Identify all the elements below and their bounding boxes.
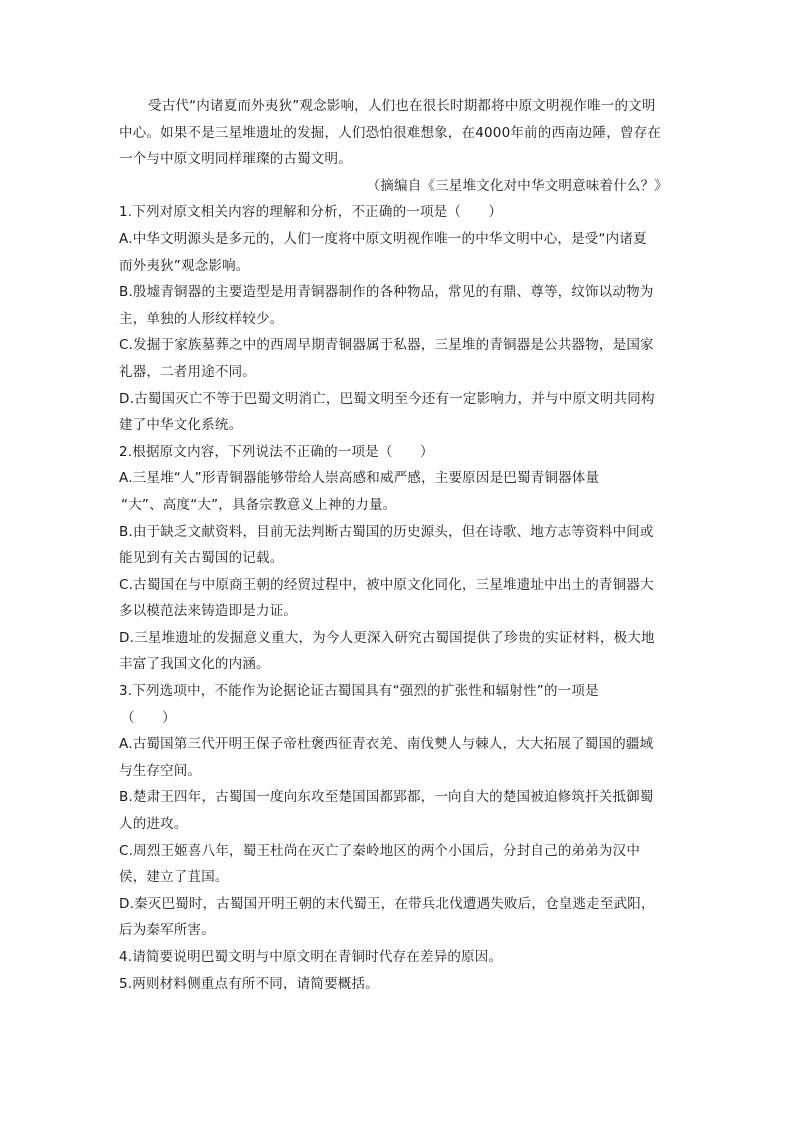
option-b-line: B.由于缺乏文献资料，目前无法判断古蜀国的历史源头，但在诗歌、地方志等资料中间或 [119,523,654,540]
option-b-line: B.楚肃王四年，古蜀国一度向东攻至楚国国都郢都，一向自大的楚国被迫修筑扞关抵御蜀 [119,789,654,806]
option-c-line: C.古蜀国在与中原商王朝的经贸过程中，被中原文化同化，三星堆遗址中出土的青铜器大 [119,576,654,593]
passage [119,93,674,199]
option-a-line: A.中华文明源头是多元的，人们一度将中原文明视作唯一的中华文明中心，是受“内诸夏 [119,230,647,247]
option-d-line: 后为秦军所害。 [119,922,215,939]
option-c-line: C.发掘于家族墓葬之中的西周早期青铜器属于私器，三星堆的青铜器是公共器物，是国家 [119,337,654,354]
passage-source: （摘编自《三星堆文化对中华文明意味着什么？》 [366,177,668,194]
passage-line: 中心。如果不是三星堆遗址的发掘，人们恐怕很难想象，在4000年前的西南边陲，曾存在 [119,124,662,141]
question-5 [119,971,674,998]
option-b-line: B.殷墟青铜器的主要造型是用青铜器制作的各种物品，常见的有鼎、尊等，纹饰以动物为 [119,284,654,301]
question-stem: 4.请简要说明巴蜀文明与中原文明在青铜时代存在差异的原因。 [119,949,503,965]
option-a-line: A.三星堆“人”形青铜器能够带给人崇高感和威严感，主要原因是巴蜀青铜器体量 [119,470,600,487]
option-c-line: C.周烈王姬喜八年，蜀王杜尚在灭亡了秦岭地区的两个小国后，分封自己的弟弟为汉中 [119,842,641,859]
question-stem: 5.两则材料侧重点有所不同，请简要概括。 [119,975,379,992]
option-b-line: 人的进攻。 [119,816,188,833]
question-2 [119,439,674,678]
option-b-line: 主，单独的人形纹样较少。 [119,310,284,327]
question-stem: 2.根据原文内容，下列说法不正确的一项是（ ） [119,443,434,460]
question-stem: 1.下列对原文相关内容的理解和分析，不正确的一项是（ ） [119,204,503,221]
document-page [119,93,674,997]
question-4 [119,944,674,971]
option-a-line: 与生存空间。 [119,762,202,779]
option-a-line: 而外夷狄”观念影响。 [119,257,250,274]
option-c-line: 侯，建立了苴国。 [119,869,229,886]
option-d-line: 建了中华文化系统。 [119,417,243,434]
option-a-line: “大”、高度“大”，具备宗教意义上神的力量。 [121,496,397,513]
question-3 [119,678,674,944]
option-c-line: 礼器，二者用途不同。 [119,363,256,380]
option-b-line: 能见到有关古蜀国的记载。 [119,550,284,567]
question-stem: （ ） [121,709,176,726]
question-stem: 3.下列选项中，不能作为论据论证古蜀国具有“强烈的扩张性和辐射性”的一项是 [119,683,599,700]
question-1 [119,199,674,438]
passage-line: 受古代“内诸夏而外夷狄”观念影响，人们也在很长时期都将中原文明视作唯一的文明 [148,98,656,114]
option-c-line: 多以模范法来铸造即是力证。 [119,603,298,620]
option-d-line: D.三星堆遗址的发掘意义重大，为今人更深入研究古蜀国提供了珍贵的实证材料，极大地 [119,629,655,646]
passage-line: 一个与中原文明同样璀璨的古蜀文明。 [119,151,352,168]
option-a-line: A.古蜀国第三代开明王保子帝杜褒西征青衣羌、南伐僰人与棘人，大大拓展了蜀国的疆域 [119,736,654,753]
option-d-line: 丰富了我国文化的内涵。 [119,656,270,673]
option-d-line: D.古蜀国灭亡不等于巴蜀文明消亡，巴蜀文明至今还有一定影响力，并与中原文明共同构 [119,390,655,407]
option-d-line: D.秦灭巴蜀时，古蜀国开明王朝的末代蜀王，在带兵北伐遭遇失败后，仓皇逃走至武阳， [119,895,655,912]
